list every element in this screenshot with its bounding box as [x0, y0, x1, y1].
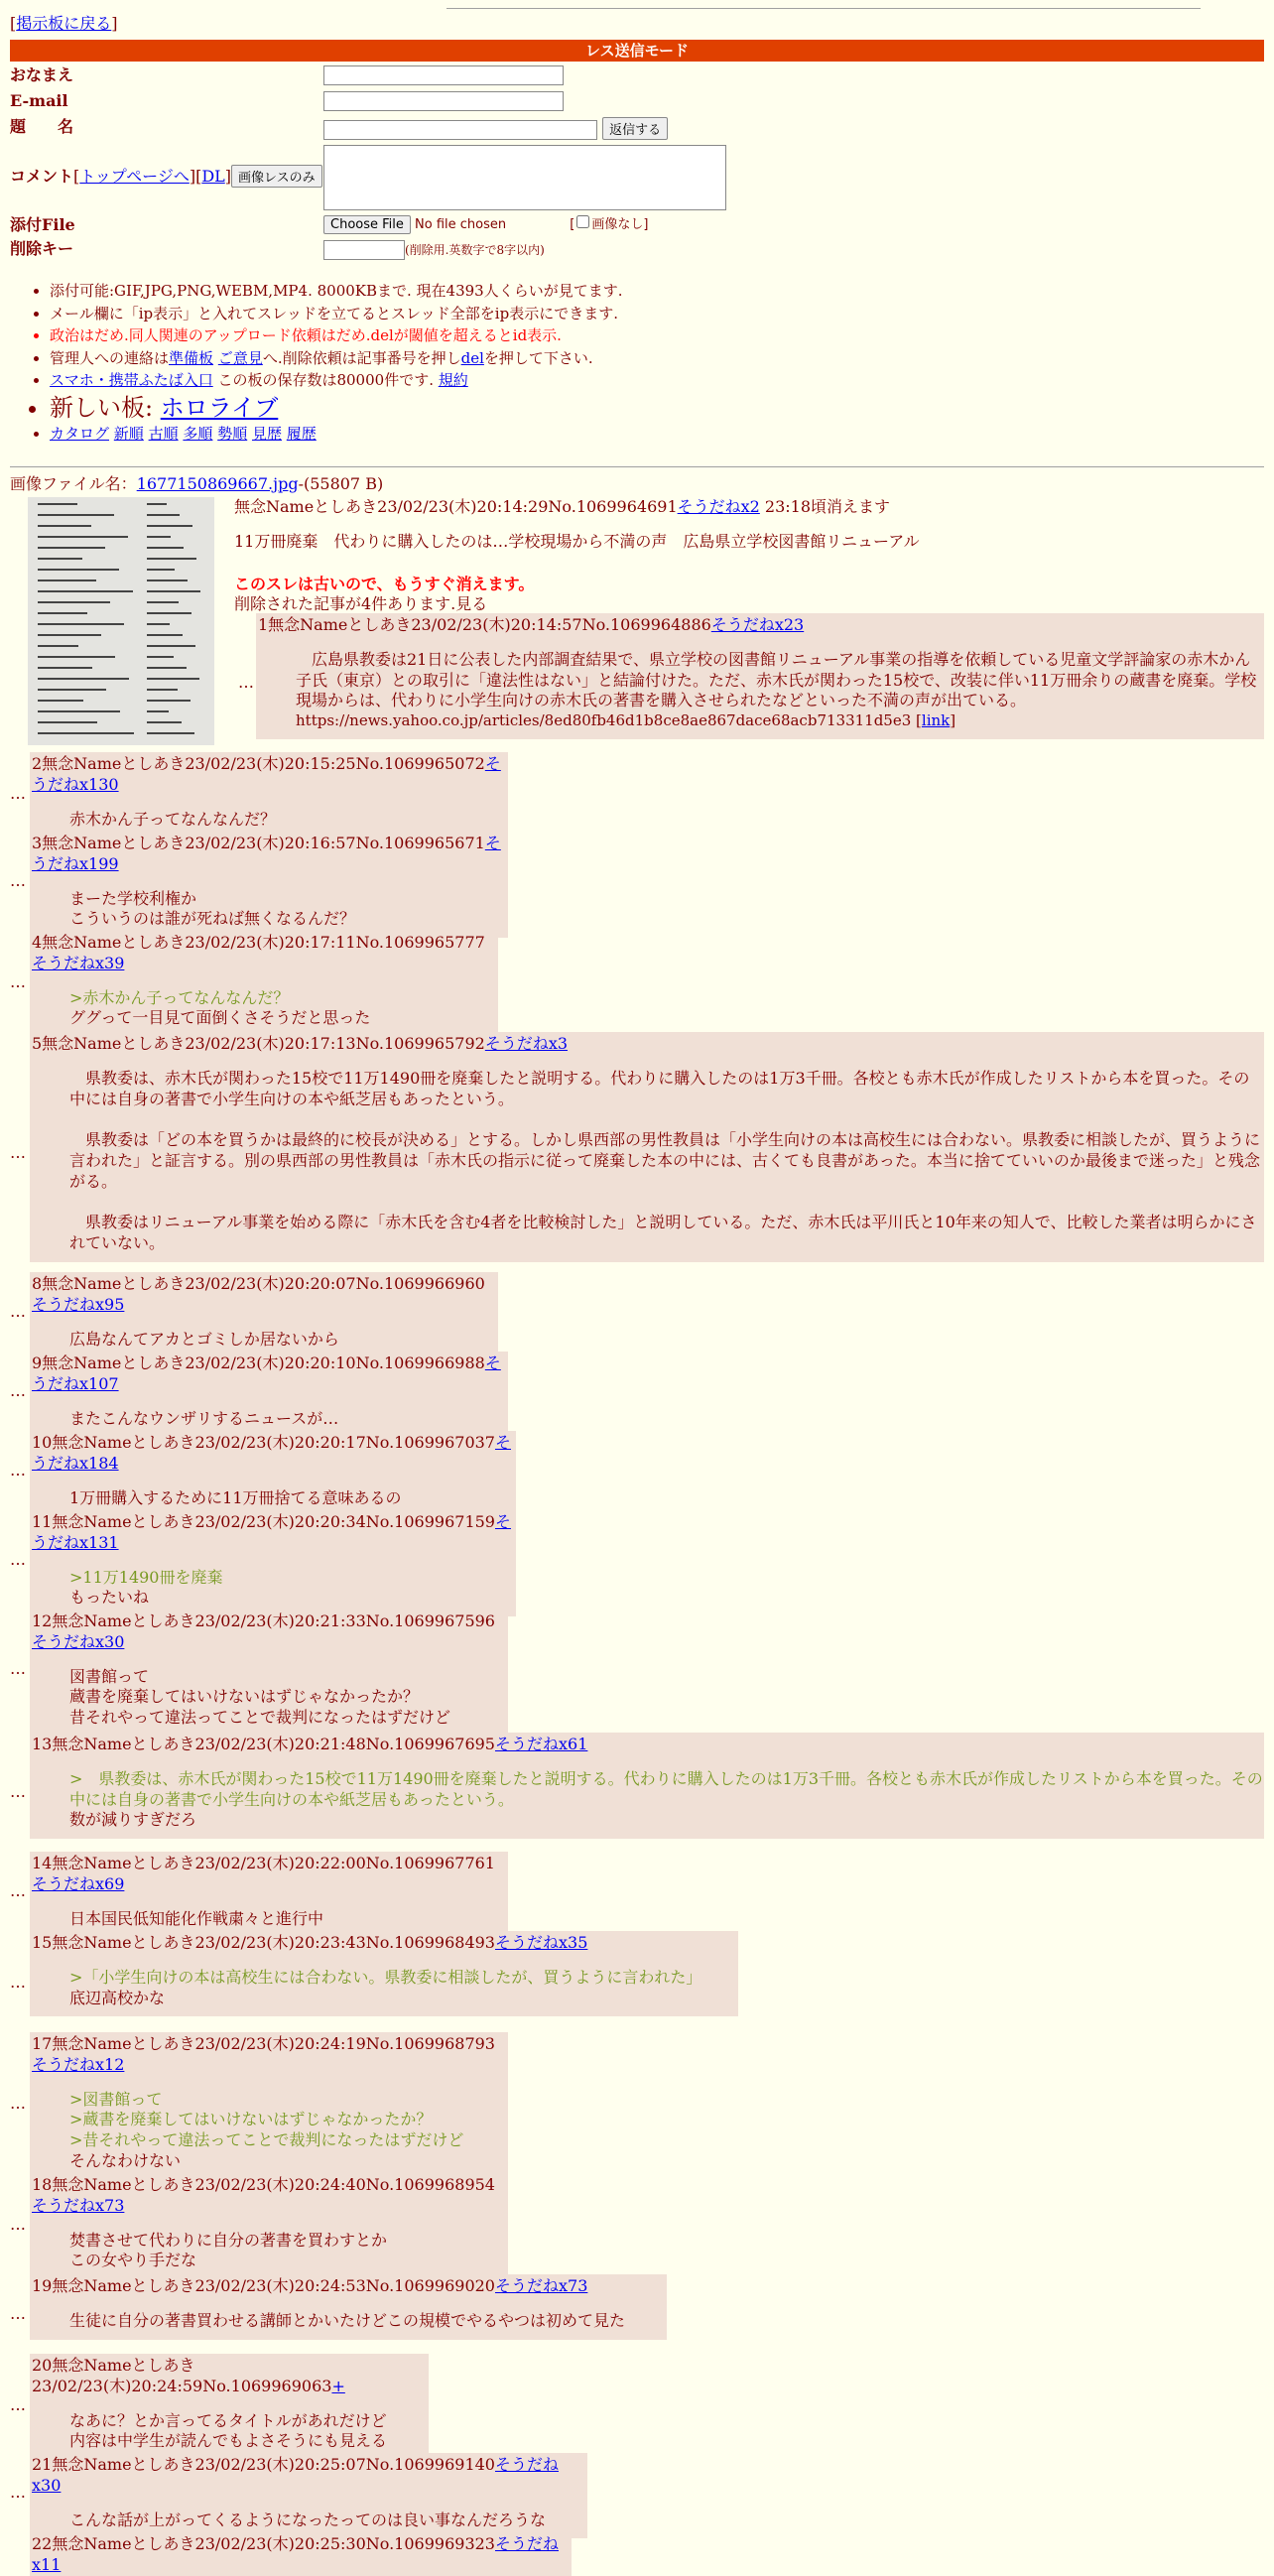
op-expire-warning: このスレは古いので、もうすぐ消えます。	[234, 574, 535, 593]
dl-link[interactable]: DL	[201, 167, 225, 186]
reply-post	[30, 1610, 508, 1737]
comment-line: 生徒に自分の著書買わせる講師とかいたけどこの規模でやるやつは初めて見た	[69, 2310, 626, 2330]
sodane-link[interactable]: そうだねx11	[32, 2534, 559, 2574]
delkey-input[interactable]	[323, 240, 405, 260]
quote-line: >蔵書を廃棄してはいけないはずじゃなかったか？	[69, 2110, 433, 2129]
comment-line	[69, 1109, 1264, 1130]
sodane-link[interactable]: そうだねx95	[32, 1294, 125, 1314]
sodane-link[interactable]: そうだねx131	[32, 1512, 511, 1552]
sodane-link[interactable]: そうだねx23	[710, 615, 805, 634]
reply-body	[256, 636, 1264, 739]
reply-post	[30, 752, 508, 837]
reply-indent-marker: …	[10, 2395, 26, 2414]
reply-indent-marker: …	[10, 2094, 26, 2113]
reply-body	[30, 2076, 508, 2180]
op-post	[234, 497, 1256, 615]
name-label: おなまえ	[10, 65, 74, 84]
sodane-link[interactable]: そうだねx199	[32, 834, 501, 873]
comment-line: 内容は中学生が読んでもよさそうにも見える	[69, 2431, 388, 2451]
image-only-button[interactable]: 画像レスのみ	[231, 165, 322, 188]
reply-post	[30, 2532, 572, 2576]
reply-header: 3無念Nameとしあき23/02/23(木)20:16:57No.1069965671そうだねx199	[32, 834, 501, 873]
feedback-link[interactable]: ご意見	[217, 348, 263, 367]
choose-file-button[interactable]: Choose File	[323, 215, 411, 234]
comment-line: そんなわけない	[69, 2150, 182, 2170]
comment-line: 日本国民低知能化作戦粛々と進行中	[69, 1908, 324, 1928]
quote-line: >図書館って	[69, 2089, 163, 2109]
comment-line: 数が減りすぎだろ	[69, 1810, 197, 1830]
name-input[interactable]	[323, 65, 564, 85]
sodane-link[interactable]: そうだねx73	[32, 2195, 125, 2215]
no-image-label: 画像なし	[591, 217, 644, 232]
reply-post	[30, 2032, 508, 2180]
reply-header: 5無念Nameとしあき23/02/23(木)20:17:13No.1069965792そうだねx3	[32, 1034, 569, 1053]
comment-label-group: コメント[トップページへ][DL] 画像レスのみ	[10, 165, 322, 188]
article-link[interactable]: link	[921, 711, 951, 730]
op-header: 無念Nameとしあき23/02/23(木)20:14:29No.1069964691そうだねx2 23:18頃消えます	[234, 497, 891, 516]
reply-body	[30, 2397, 429, 2461]
rule-politics: • 政治はだめ.同人関連のアップロード依頼はだめ.delが閾値を超えるとid表示.	[50, 326, 623, 346]
reply-body	[30, 1954, 738, 2017]
quote-line: >11万1490冊を廃棄	[69, 1567, 223, 1587]
comment-line: ググって一目見て面倒くさそうだと思った	[69, 1008, 371, 1028]
sodane-link[interactable]: そうだねx39	[32, 953, 125, 972]
reply-header: 4無念Nameとしあき23/02/23(木)20:17:11No.1069965777そうだねx39	[32, 933, 485, 972]
reply-indent-marker: …	[10, 1881, 26, 1900]
email-label: E-mail	[10, 91, 68, 110]
subject-input[interactable]	[323, 120, 597, 140]
reply-indent-marker: …	[10, 1461, 26, 1480]
reply-header: 21無念Nameとしあき23/02/23(木)20:25:07No.1069969140そうだねx30	[32, 2455, 559, 2495]
comment-line: まーた学校利権か	[69, 888, 197, 908]
sodane-link[interactable]: そうだねx30	[32, 1631, 125, 1651]
reply-post	[30, 2173, 508, 2279]
reply-indent-marker: …	[10, 784, 26, 803]
comment-textarea[interactable]	[323, 145, 726, 210]
sort-momentum-link[interactable]: 勢順	[217, 425, 248, 444]
op-title: 11万冊廃棄 代わりに購入したのは…学校現場から不満の声 広島県立学校図書館リニューアル	[234, 531, 920, 551]
reply-body	[30, 2297, 667, 2340]
show-deleted-link[interactable]: 見る	[455, 594, 488, 614]
comment-line: この女やり手だな	[69, 2251, 197, 2270]
reply-header: 8無念Nameとしあき23/02/23(木)20:20:07No.1069966960そうだねx95	[32, 1274, 485, 1314]
comment-label: コメント	[10, 167, 74, 186]
comment-line: 赤木かん子ってなんなんだ？	[69, 809, 277, 829]
sodane-link[interactable]: そうだねx73	[494, 2276, 588, 2295]
comment-line: もったいね	[69, 1588, 150, 1608]
reply-indent-marker: …	[10, 2215, 26, 2234]
sodane-link[interactable]: そうだねx61	[494, 1735, 588, 1753]
reply-header: 17無念Nameとしあき23/02/23(木)20:24:19No.1069968793そうだねx12	[32, 2034, 495, 2074]
reply-header: 14無念Nameとしあき23/02/23(木)20:22:00No.1069967761そうだねx69	[32, 1854, 495, 1893]
quote-line: > 県教委は、赤木氏が関わった15校で11万1490冊を廃棄したと説明する。代わりに購入したのは1万3千冊。各校とも赤木氏が作成したリストから本を買った。その中には自身の著書で小学生向けの本や紙芝居もあったという。	[69, 1768, 1263, 1809]
subject-label: 題 名	[10, 117, 74, 136]
reply-post	[30, 1510, 516, 1616]
reply-body	[30, 1653, 508, 1737]
back-to-board-link[interactable]: 掲示板に戻る	[16, 14, 112, 33]
op-file-link[interactable]: 1677150869667.jpg	[136, 474, 299, 493]
reply-post	[30, 2453, 587, 2538]
mobile-entry-link[interactable]: スマホ・携帯ふたば入口	[50, 371, 213, 389]
reply-post	[30, 1032, 1264, 1262]
reply-header: 18無念Nameとしあき23/02/23(木)20:24:40No.1069968954そうだねx73	[32, 2175, 495, 2215]
reply-post	[30, 1852, 508, 1937]
reply-post	[30, 832, 508, 938]
view-history-link[interactable]: 見歴	[251, 425, 282, 444]
op-thumbnail-image[interactable]	[28, 497, 214, 745]
comment-line: またこんなウンザリするニュースが…	[69, 1408, 339, 1428]
reply-post	[30, 1352, 508, 1437]
reply-body	[30, 1755, 1264, 1839]
reply-header: 13無念Nameとしあき23/02/23(木)20:21:48No.1069967695そうだねx61	[32, 1735, 588, 1753]
reply-indent-marker: …	[10, 972, 26, 991]
reply-post	[30, 931, 498, 1037]
reply-body	[30, 1055, 1264, 1262]
sort-old-link[interactable]: 古順	[148, 425, 179, 444]
comment-line: 広島なんてアカとゴミしか居ないから	[69, 1329, 339, 1349]
reply-indent-marker: …	[10, 2304, 26, 2323]
reply-post	[30, 2274, 667, 2340]
reply-indent-marker: …	[238, 673, 254, 692]
thread-divider	[10, 466, 1264, 467]
sort-links	[50, 425, 623, 445]
reply-indent-marker: …	[10, 871, 26, 890]
hololive-board-link[interactable]: ホロライブ	[160, 393, 279, 422]
reply-indent-marker: …	[10, 1143, 26, 1162]
reply-header: 1無念Nameとしあき23/02/23(木)20:14:57No.1069964886そうだねx23	[258, 615, 805, 634]
terms-link[interactable]: 規約	[438, 371, 468, 389]
reply-header: 22無念Nameとしあき23/02/23(木)20:25:30No.1069969323そうだねx11	[32, 2534, 559, 2574]
top-page-link[interactable]: トップページへ	[79, 167, 190, 186]
comment-line: 県教委は「どの本を買うかは最終的に校長が決める」とする。しかし県西部の男性教員は「小学生向けの本は高校生には合わない。県教委に相談したが、買うように言われた」と証言する。別の県西部の男性教員は「赤木氏の指示に従って廃棄した本の中には、古くても良書があった。本当に捨てていいのか最後まで迷った」と残念がる。	[69, 1130, 1261, 1191]
op-deleted-note: 削除された記事が4件あります.見る	[234, 594, 488, 614]
quote-line: >昔それやって違法ってことで裁判になったはずだけど	[69, 2130, 464, 2150]
history-link[interactable]: 履歴	[286, 425, 317, 444]
reply-indent-marker: …	[10, 2483, 26, 2502]
comment-line: 県教委はリニューアル事業を始める際に「赤木氏を含む4者を比較検討した」と説明している。ただ、赤木氏は平川氏と10年来の知人で、比較した業者は明らかにされていない。	[69, 1213, 1257, 1253]
top-rule	[446, 8, 1201, 9]
comment-line	[69, 1193, 1264, 1214]
email-input[interactable]	[323, 91, 564, 111]
sodane-link[interactable]: そうだねx107	[32, 1353, 501, 1393]
submit-reply-button[interactable]: 返信する	[602, 117, 668, 140]
reply-indent-marker: …	[10, 1550, 26, 1569]
comment-line: なあに？とか言ってるタイトルがあれだけど	[69, 2410, 387, 2430]
reply-body	[30, 2217, 508, 2280]
comment-line: 昔それやって違法ってことで裁判になったはずだけど	[69, 1708, 451, 1728]
reply-header: 9無念Nameとしあき23/02/23(木)20:20:10No.1069966988そうだねx107	[32, 1353, 501, 1393]
comment-line: 蔵書を廃棄してはいけないはずじゃなかったか？	[69, 1687, 420, 1707]
sodane-link[interactable]: そうだねx184	[32, 1433, 511, 1473]
sort-new-link[interactable]: 新順	[113, 425, 144, 444]
comment-line: https://news.yahoo.co.jp/articles/8ed80fb46d1b8ce8ae867dace68acb713311d5e3 [link]	[296, 711, 956, 730]
no-image-checkbox[interactable]	[576, 215, 589, 228]
sodane-link[interactable]: そうだねx130	[32, 754, 501, 794]
sodane-link[interactable]: そうだねx30	[32, 2455, 559, 2495]
comment-line: 県教委は、赤木氏が関わった15校で11万1490冊を廃棄したと説明する。代わりに購入したのは1万3千冊。各校とも赤木氏が作成したリストから本を買った。その中には自身の著書で小学生向けの本や紙芝居もあったという。	[69, 1068, 1250, 1108]
sort-many-link[interactable]: 多順	[183, 425, 213, 444]
reply-post	[30, 2354, 429, 2460]
reply-indent-marker: …	[10, 1302, 26, 1321]
reply-post	[256, 613, 1264, 739]
reply-header: 11無念Nameとしあき23/02/23(木)20:20:34No.1069967159そうだねx131	[32, 1512, 511, 1552]
file-label: 添付File	[10, 215, 75, 234]
reply-mode-banner: レス送信モード	[10, 40, 1264, 62]
reply-body	[30, 974, 498, 1038]
op-file-info: 画像ファイル名：1677150869667.jpg-(55807 B)	[10, 474, 384, 493]
reply-post	[30, 1931, 738, 2016]
reply-header: 2無念Nameとしあき23/02/23(木)20:15:25No.1069965072そうだねx130	[32, 754, 501, 794]
comment-row	[10, 145, 1264, 212]
reply-post	[30, 1272, 498, 1357]
comment-line: こういうのは誰が死ねば無くなるんだ？	[69, 909, 356, 929]
board-rules	[50, 282, 623, 448]
reply-indent-marker: …	[10, 1782, 26, 1801]
reply-header: 12無念Nameとしあき23/02/23(木)20:21:33No.1069967596そうだねx30	[32, 1611, 495, 1651]
op-sodane-link[interactable]: そうだねx2	[677, 497, 760, 516]
reply-indent-marker: …	[10, 1973, 26, 1992]
reply-header: 15無念Nameとしあき23/02/23(木)20:23:43No.1069968493そうだねx35	[32, 1933, 588, 1952]
sodane-link[interactable]: そうだねx12	[32, 2054, 125, 2074]
reply-header: 20無念Nameとしあき23/02/23(木)20:24:59No.1069969063+	[32, 2356, 345, 2395]
reply-header: 19無念Nameとしあき23/02/23(木)20:24:53No.1069969020そうだねx73	[32, 2276, 588, 2295]
sodane-link[interactable]: +	[331, 2376, 345, 2395]
sodane-link[interactable]: そうだねx35	[494, 1933, 588, 1952]
quote-line: >赤木かん子ってなんなんだ？	[69, 987, 290, 1007]
rule-upload: • 添付可能:GIF,JPG,PNG,WEBM,MP4. 8000KBまで. 現在4393人くらいが見てます.	[50, 282, 623, 302]
sodane-link[interactable]: そうだねx3	[484, 1034, 569, 1053]
delkey-label: 削除キー	[10, 239, 74, 258]
rule-ip: • メール欄に「ip表示」と入れてスレッドを立てるとスレッド全部をip表示にできます.	[50, 305, 623, 324]
reply-body	[30, 1554, 516, 1617]
comment-line: 1万冊購入するために11万冊捨てる意味あるの	[69, 1487, 402, 1507]
delkey-note: (削除用.英数字で8字以内)	[405, 243, 545, 257]
reply-indent-marker: …	[10, 1659, 26, 1678]
prep-board-link[interactable]: 準備板	[169, 348, 214, 367]
back-nav: [掲示板に戻る]	[10, 14, 118, 33]
new-board: • 新しい板: ホロライブ	[50, 394, 623, 423]
sodane-link[interactable]: そうだねx69	[32, 1873, 125, 1893]
no-file-text: No file chosen	[415, 217, 507, 232]
catalog-link[interactable]: カタログ	[50, 425, 110, 444]
del-link[interactable]: del	[460, 348, 484, 367]
comment-line: 底辺高校かな	[69, 1988, 166, 2007]
comment-line: こんな話が上がってくるようになったってのは良い事なんだろうな	[69, 2510, 547, 2529]
rule-contact: • 管理人への連絡は準備板 ご意見へ.削除依頼は記事番号を押しdelを押して下さい.	[50, 349, 623, 369]
reply-post	[30, 1431, 516, 1516]
comment-line: 焚書させて代わりに自分の著書を買わすとか	[69, 2230, 388, 2250]
comment-line: 図書館って	[69, 1666, 150, 1686]
reply-indent-marker: …	[10, 1381, 26, 1400]
rule-mobile: • スマホ・携帯ふたば入口 この板の保存数は80000件です. 規約	[50, 371, 623, 391]
reply-header: 10無念Nameとしあき23/02/23(木)20:20:17No.1069967037そうだねx184	[32, 1433, 511, 1473]
quote-line: >「小学生向けの本は高校生には合わない。県教委に相談したが、買うように言われた」	[69, 1967, 702, 1987]
reply-body	[30, 875, 508, 939]
comment-line: 広島県教委は21日に公表した内部調査結果で、県立学校の図書館リニューアル事業の指導を依頼している児童文学評論家の赤木かん子氏（東京）との取引に「違法性はない」と結論付けた。ただ、赤木氏が関わった15校で、改装に伴い11万冊余りの蔵書を廃棄。学校現場からは、代わりに小学生向けの赤木氏の著書を購入させられたなどといった不満の声が出ている。	[296, 649, 1257, 710]
reply-post	[30, 1733, 1264, 1839]
